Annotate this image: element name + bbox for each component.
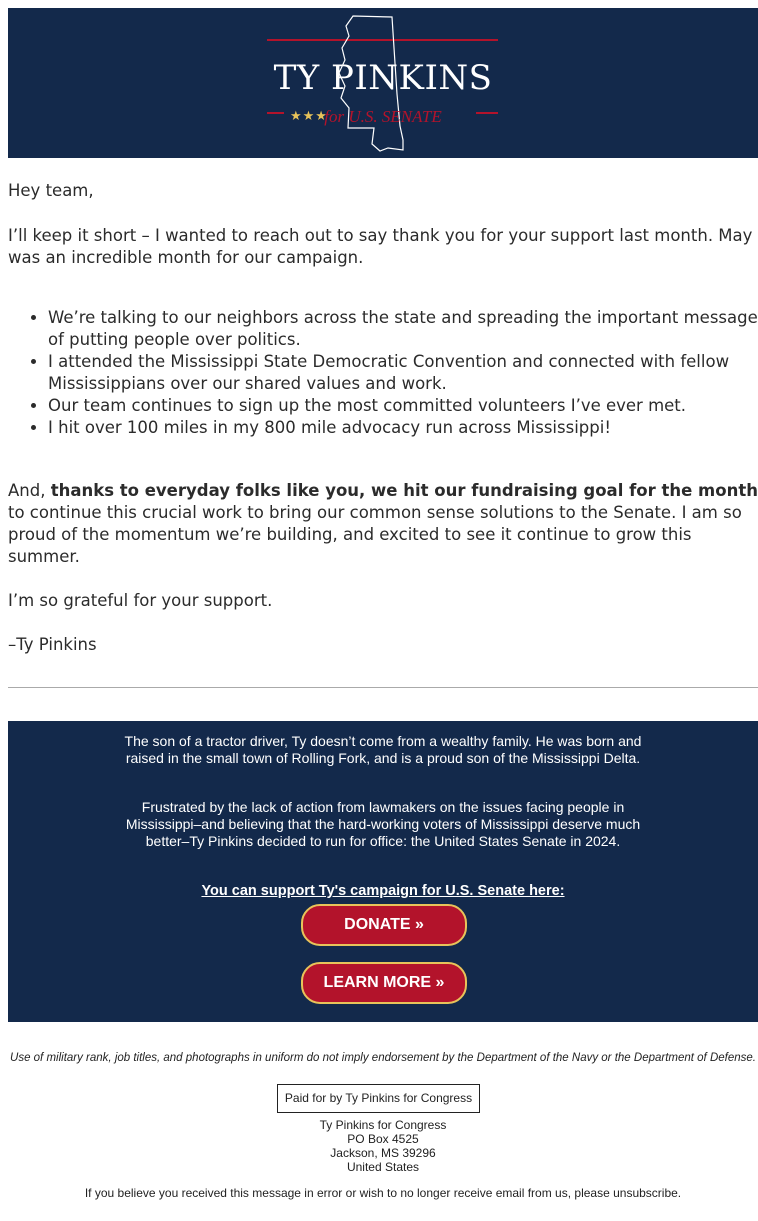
list-item: • I hit over 100 miles in my 800 mile advocacy run across Mississippi! (48, 417, 758, 439)
learn-more-button[interactable]: LEARN MORE » (301, 962, 467, 1004)
fundraising-rest: to continue this crucial work to bring our common sense solutions to the Senate. I am so proud of the momentum we’re building, and excited to see it continue to grow this summer. (8, 503, 742, 566)
unsubscribe-notice[interactable]: If you believe you received this message in error or wish to no longer receive email from us, please unsubscribe. (84, 1186, 682, 1200)
list-item: • Our team continues to sign up the most committed volunteers I’ve ever met. (48, 395, 758, 417)
list-item: • We’re talking to our neighbors across the state and spreading the important message of putting people over politics. (48, 307, 758, 351)
paid-for-box: Paid for by Ty Pinkins for Congress (277, 1084, 480, 1113)
fundraising-lead: And, (8, 481, 51, 500)
list-item: • I attended the Mississippi State Democratic Convention and connected with fellow Mississippians over our shared values and work. (48, 351, 758, 395)
military-disclaimer: Use of military rank, job titles, and photographs in uniform do not imply endorsement by the Department of the Navy or the Department of Defense. (10, 1052, 756, 1064)
greeting: Hey team, (8, 181, 94, 200)
campaign-header-banner (8, 8, 758, 158)
signature: –Ty Pinkins (8, 635, 97, 654)
bio-paragraph-background: The son of a tractor driver, Ty doesn’t come from a wealthy family. He was born and raised in the small town of Rolling Fork, and is a proud son of the Mississippi Delta. (124, 733, 642, 766)
fundraising-paragraph (8, 480, 758, 568)
divider (8, 687, 758, 688)
fundraising-highlight: thanks to everyday folks like you, we hit our fundraising goal for the month (50, 481, 758, 500)
logo-office-subtitle: for U.S. SENATE (324, 107, 442, 126)
mailing-address (8, 1118, 758, 1174)
address-line: Ty Pinkins for Congress (319, 1118, 447, 1132)
address-line: United States (346, 1160, 420, 1174)
highlights-list (8, 307, 758, 439)
bio-paragraph-motivation: Frustrated by the lack of action from lawmakers on the issues facing people in Mississippi–and believing that the hard-working voters of Mississippi deserve much better–Ty Pinkins decided to run for office: the United States Senate in 2024. (125, 799, 641, 849)
support-campaign-link[interactable]: You can support Ty's campaign for U.S. Senate here: (201, 883, 565, 899)
address-line: Jackson, MS 39296 (330, 1146, 436, 1160)
intro-paragraph: I’ll keep it short – I wanted to reach out to say thank you for your support last month. May was an incredible month for our campaign. (8, 226, 753, 267)
donate-button[interactable]: DONATE » (301, 904, 467, 946)
logo-candidate-name: TY PINKINS (273, 58, 493, 98)
address-line: PO Box 4525 (347, 1132, 419, 1146)
bio-cta-panel (8, 721, 758, 1022)
gratitude-line: I’m so grateful for your support. (8, 591, 273, 610)
logo-stars-icon: ★★★ (290, 109, 328, 124)
